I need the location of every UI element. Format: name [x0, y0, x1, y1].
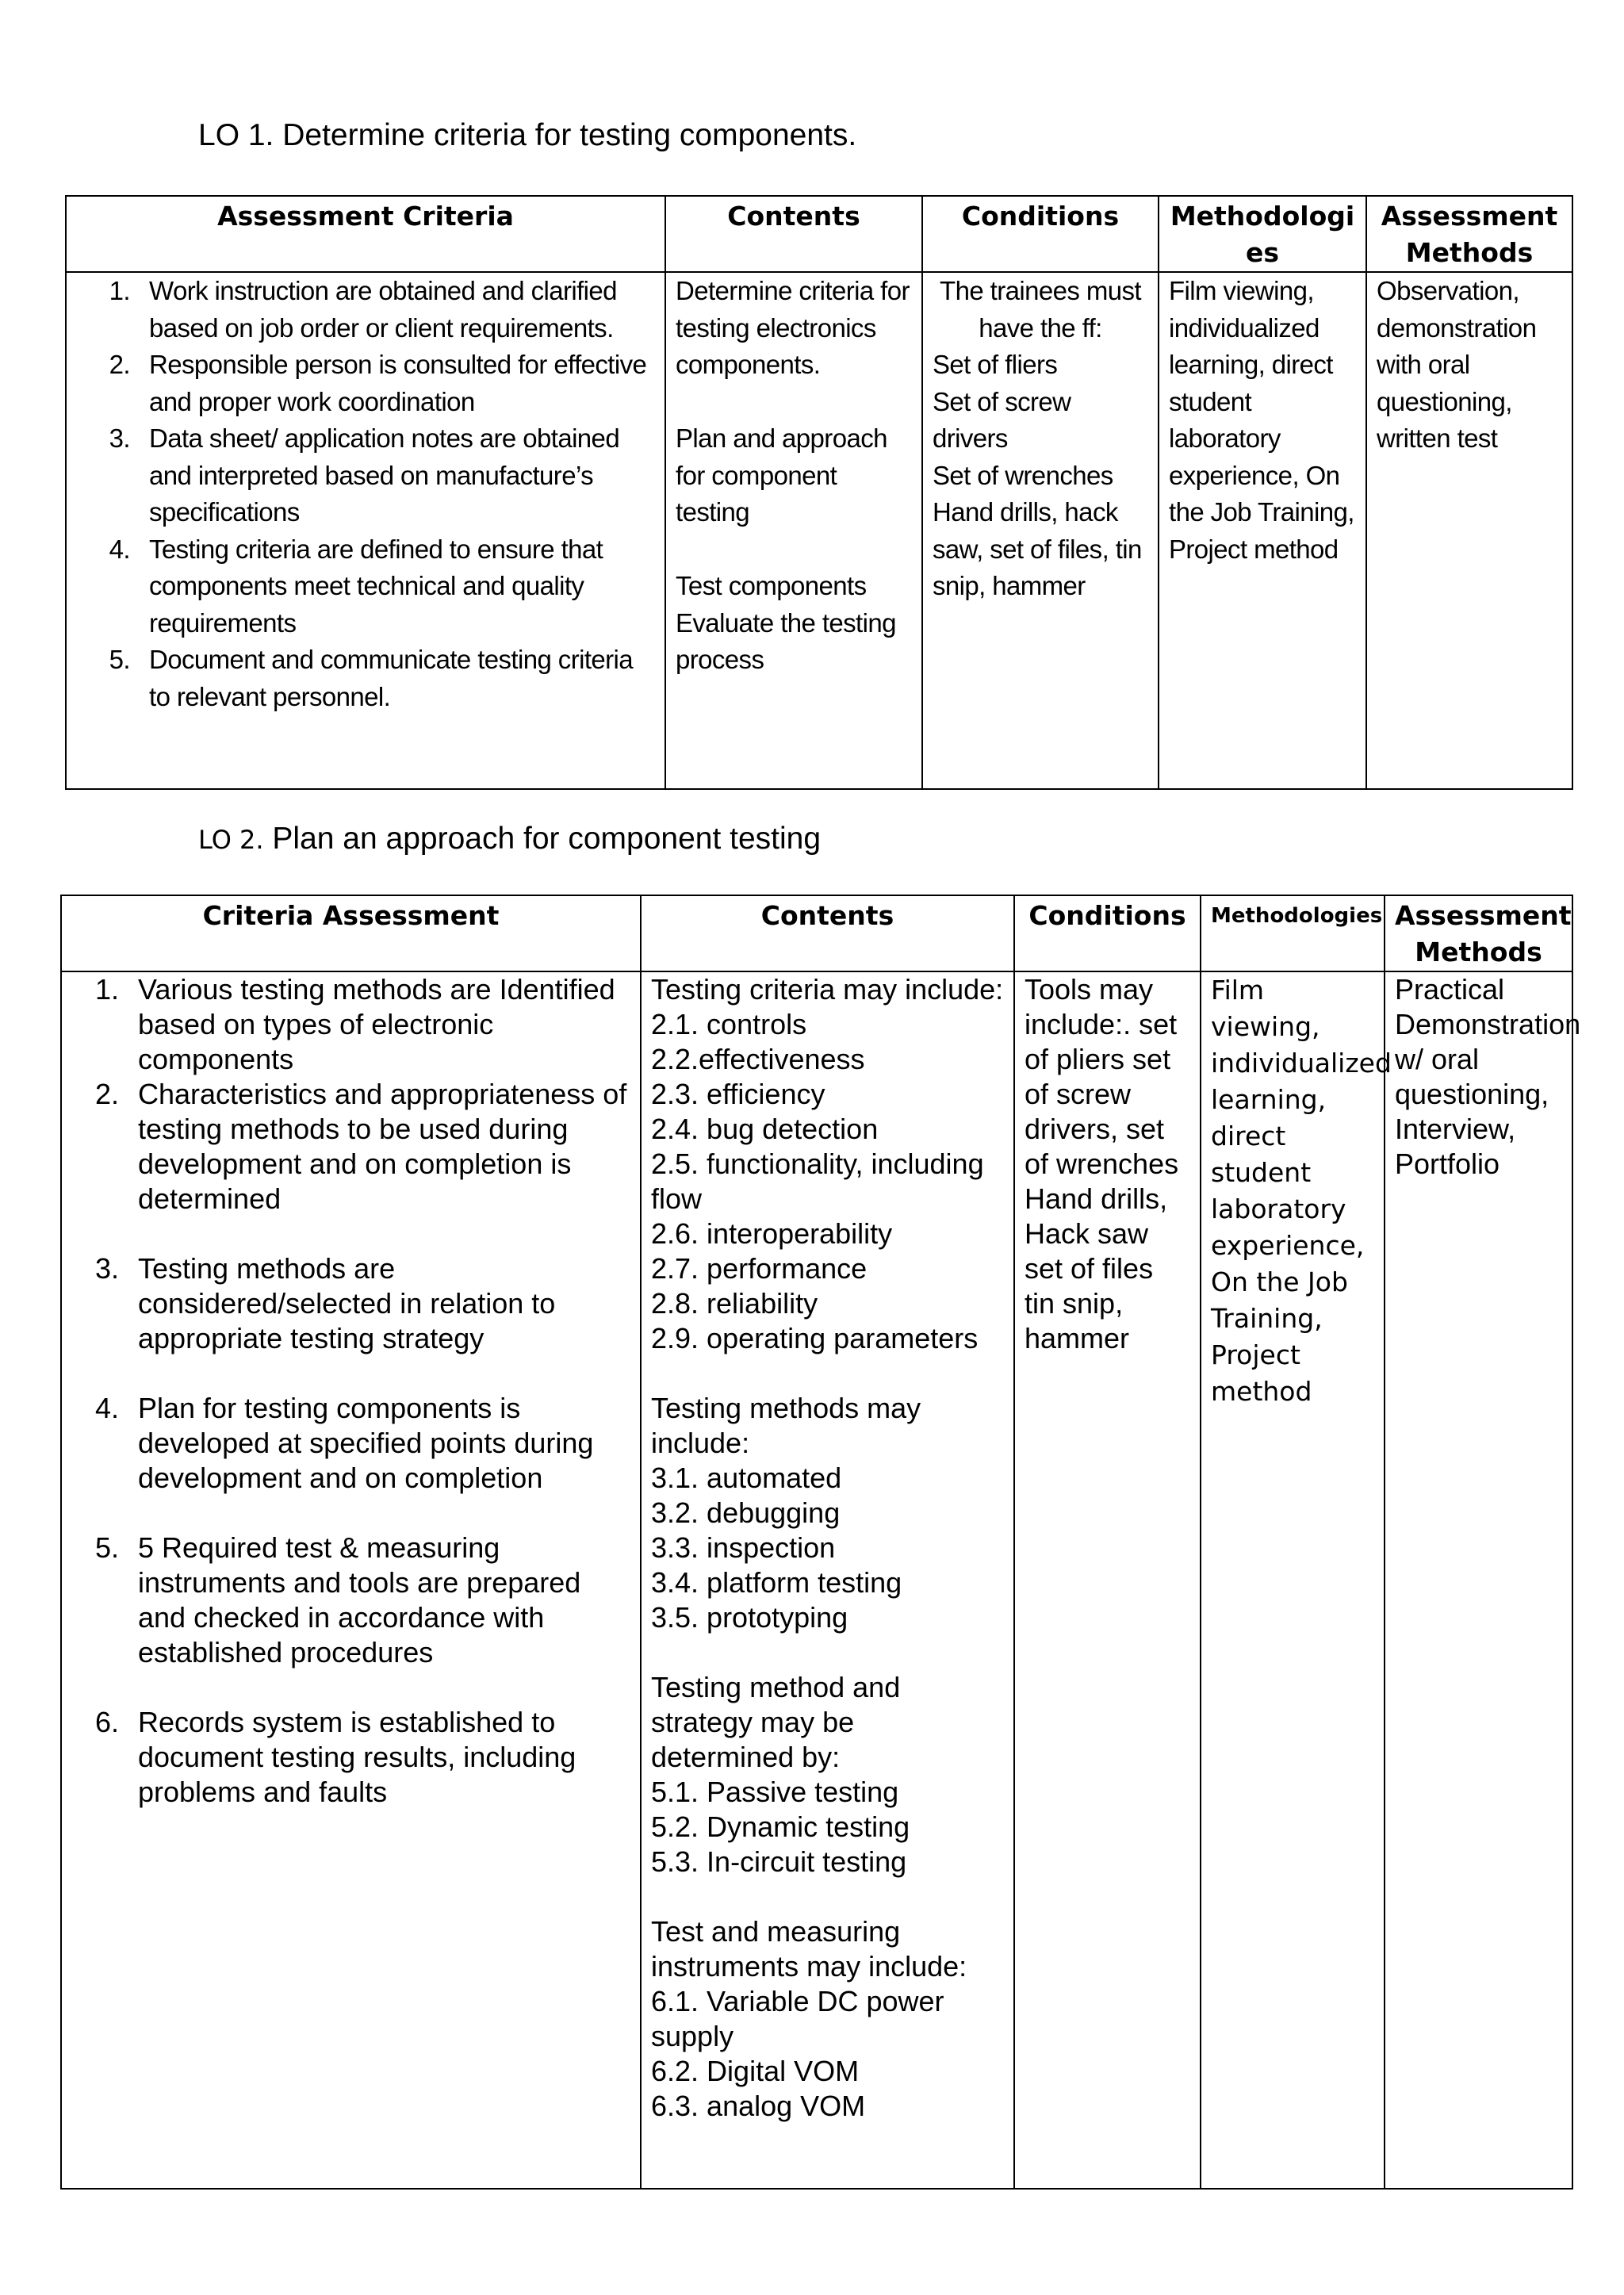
lo2-criterion: 2. Characteristics and appropriateness of testing methods to be used during development and on completion is determined — [94, 1078, 627, 1215]
lo1-content-item: Determine criteria for testing electronics components. — [676, 276, 910, 379]
lo2-header-contents: Contents — [641, 895, 1014, 971]
lo2-content-item: 3.3. inspection — [651, 1531, 836, 1564]
lo1-contents-cell — [665, 272, 922, 789]
lo2-content-group — [651, 1914, 1004, 2124]
lo2-content-item: 3.2. debugging — [651, 1496, 841, 1529]
lo1-header-assessment-methods: Assessment Methods — [1366, 196, 1572, 272]
lo2-criterion: 6. Records system is established to document testing results, including problems and faults — [94, 1706, 576, 1808]
lo2-criterion: 5. 5 Required test & measuring instruments and tools are prepared and checked in accordance with established procedures — [94, 1531, 581, 1669]
lo2-content-item: 6.2. Digital VOM — [651, 2055, 860, 2087]
lo1-methodologies-cell: Film viewing, individualized learning, direct student laboratory experience, On the Job Training, Project method — [1159, 272, 1366, 789]
lo2-content-item: 2.3. efficiency — [651, 1078, 825, 1110]
lo2-content-item: 5.3. In-circuit testing — [651, 1845, 907, 1878]
lo1-criterion: 5. Document and communicate testing criteria to relevant personnel. — [109, 645, 634, 711]
lo2-content-item: 5.2. Dynamic testing — [651, 1810, 910, 1843]
lo1-condition-item: Set of wrenches — [933, 460, 1113, 490]
lo2-header-assessment-methods: Assessment Methods — [1385, 895, 1572, 971]
lo2-heading — [198, 821, 821, 858]
lo2-content-item: 5.1. Passive testing — [651, 1776, 899, 1808]
lo1-criterion: 2. Responsible person is consulted for effective and proper work coordination — [109, 350, 647, 416]
lo2-content-item: 3.1. automated — [651, 1462, 842, 1494]
lo1-conditions-cell — [922, 272, 1159, 789]
lo2-content-item: 2.2.effectiveness — [651, 1043, 865, 1075]
lo2-content-group — [651, 1670, 1004, 1879]
lo1-criterion: 1. Work instruction are obtained and clarified based on job order or client requirements. — [109, 276, 617, 343]
lo2-header-criteria-assessment: Criteria Assessment — [61, 895, 641, 971]
lo2-criterion: 1. Various testing methods are Identified based on types of electronic components — [94, 973, 615, 1075]
lo1-criteria-cell — [66, 272, 665, 789]
lo2-criteria-cell — [61, 971, 641, 2189]
lo2-body-row — [61, 971, 1572, 2189]
lo2-content-group-title: Testing methods may include: — [651, 1392, 921, 1459]
lo2-methodologies-cell: Film viewing, individualized learning, direct student laboratory experience, On the Job Training, Project method — [1201, 971, 1385, 2189]
lo1-criterion: 3. Data sheet/ application notes are obtained and interpreted based on manufacture’s specifications — [109, 423, 620, 527]
lo2-content-item: 2.9. operating parameters — [651, 1322, 979, 1354]
lo2-content-item: 2.7. performance — [651, 1252, 868, 1285]
lo2-conditions-cell: Tools may include:. set of pliers set of screw drivers, set of wrenches Hand drills, Hack saw set of files tin snip, hammer — [1014, 971, 1201, 2189]
lo1-body-row — [66, 272, 1572, 789]
lo1-content-item: Plan and approach for component testing — [676, 423, 887, 527]
lo2-content-item: 6.1. Variable DC power supply — [651, 1985, 944, 2052]
lo2-header-conditions: Conditions — [1014, 895, 1201, 971]
lo1-header-row — [66, 196, 1572, 272]
lo2-heading-text: Plan an approach for component testing — [263, 822, 822, 856]
lo1-condition-item: Set of screw drivers — [933, 386, 1071, 453]
lo1-header-assessment-criteria: Assessment Criteria — [66, 196, 665, 272]
lo2-content-item: 2.4. bug detection — [651, 1113, 879, 1145]
lo2-content-item: 3.5. prototyping — [651, 1601, 848, 1634]
lo1-criteria-list — [76, 273, 655, 715]
lo1-heading: LO 1. Determine criteria for testing components. — [198, 118, 857, 152]
lo2-content-group — [651, 1391, 1004, 1635]
lo1-conditions-intro: The trainees must have the ff: — [940, 276, 1141, 343]
lo2-criterion: 3. Testing methods are considered/selected in relation to appropriate testing strategy — [94, 1252, 556, 1354]
lo1-content-item: Test components — [676, 571, 867, 600]
lo2-content-item: 2.8. reliability — [651, 1287, 818, 1320]
lo1-content-item: Evaluate the testing process — [676, 607, 896, 674]
lo2-content-item: 2.5. functionality, including flow — [651, 1148, 984, 1215]
lo2-criterion: 4. Plan for testing components is developed at specified points during development and on completion — [94, 1392, 594, 1494]
lo1-condition-item: Set of fliers — [933, 350, 1058, 379]
lo1-header-contents: Contents — [665, 196, 922, 272]
lo2-criteria-list — [71, 972, 630, 1810]
lo1-header-conditions: Conditions — [922, 196, 1159, 272]
lo2-content-item: 2.1. controls — [651, 1008, 807, 1040]
lo1-condition-item: Hand drills, hack saw, set of files, tin snip, hammer — [933, 497, 1142, 600]
lo2-content-group-title: Test and measuring instruments may include: — [651, 1915, 967, 1983]
lo2-assessment-methods-cell: Practical Demonstration w/ oral questioning, Interview, Portfolio — [1385, 971, 1572, 2189]
lo2-header-row — [61, 895, 1572, 971]
lo2-header-methodologies: Methodologies — [1201, 895, 1385, 971]
lo2-table — [60, 895, 1581, 2190]
lo2-content-item: 3.4. platform testing — [651, 1566, 902, 1599]
lo2-content-group — [651, 972, 1004, 1356]
lo2-content-group-title: Testing method and strategy may be determined by: — [651, 1671, 901, 1773]
lo2-content-item: 6.3. analog VOM — [651, 2090, 866, 2122]
lo2-heading-prefix: LO 2. — [198, 825, 264, 855]
lo1-header-methodologies: Methodologies — [1159, 196, 1366, 272]
lo1-criterion: 4. Testing criteria are defined to ensure that components meet technical and quality requirements — [109, 534, 603, 638]
lo2-contents-cell — [641, 971, 1014, 2189]
lo1-table — [65, 195, 1573, 790]
lo2-content-group-title: Testing criteria may include: — [651, 973, 1004, 1006]
lo2-content-item: 2.6. interoperability — [651, 1217, 893, 1250]
lo1-assessment-methods-cell: Observation, demonstration with oral questioning, written test — [1366, 272, 1572, 789]
